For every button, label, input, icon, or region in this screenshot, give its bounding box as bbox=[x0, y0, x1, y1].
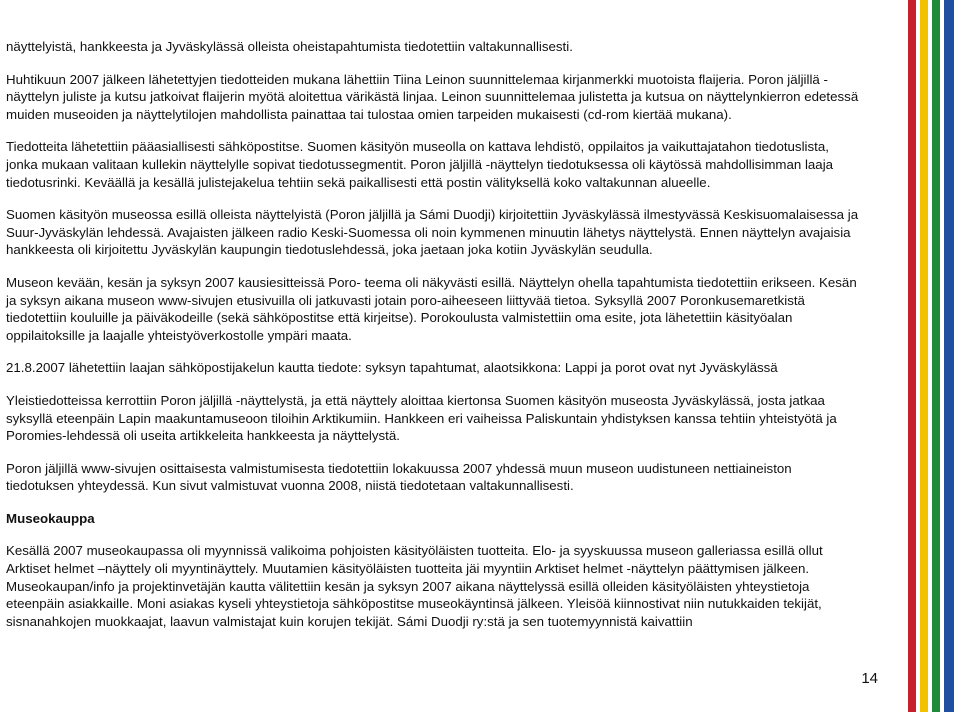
paragraph-1: näyttelyistä, hankkeesta ja Jyväskylässä olleista oheistapahtumista tiedotettiin valtakunnallisesti. bbox=[6, 39, 573, 54]
paragraph-5: Museon kevään, kesän ja syksyn 2007 kausiesitteissä Poro- teema oli näkyvästi esillä. Näyttelyn ohella tapahtumista tiedotettiin erikseen. Kesän ja syksyn aikana museon www-sivujen etusivuilla oli jatkuvasti jotain poro-aiheeseen liittyvää tietoa. Syksyllä 2007 Poronkusemaretkistä tiedotettiin kouluille ja päiväkodeille (sekä sähköpostitse että kirjeitse). Porokoulusta valmistettiin oma esite, jota lähetettiin käsityöalan oppilaitoksille ja laajalle yhteistyöverkostolle ympäri maata. bbox=[6, 274, 857, 343]
stripe-gap bbox=[954, 0, 958, 712]
stripe-yellow bbox=[920, 0, 928, 712]
paragraph-3: Tiedotteita lähetettiin pääasiallisesti sähköpostitse. Suomen käsityön museolla on kattava lehdistö, oppilaitos ja vaikuttajatahon tiedotuslista, jonka mukaan valitaan kullekin näyttelylle sopivat tiedotussegmentit. Poron jäljillä -näyttelyn tiedotuksessa oli käytössä mahdollisimman laaja tiedotusrinki. Keväällä ja kesällä julistejakelua tehtiin sekä paikallisesti että postin välityksellä koko valtakunnan alueelle. bbox=[6, 139, 834, 190]
paragraph-4: Suomen käsityön museossa esillä olleista näyttelyistä (Poron jäljillä ja Sámi Duodji) kirjoitettiin Jyväskylässä ilmestyvässä Keskisuomalaisessa ja Suur-Jyväskylän lehdessä. Avajaisten jälkeen radio Keski-Suomessa oli noin kymmenen minuutin lähetys näyttelystä. Ennen näyttelyn avajaisia hankkeesta oli kirjoitettu Jyväskylän kaupungin tiedotuslehdessä, joka jaetaan joka kotiin Jyväskylän seudulla. bbox=[6, 207, 859, 258]
body-text bbox=[6, 38, 862, 645]
decorative-stripes bbox=[904, 0, 960, 712]
paragraph-8: Poron jäljillä www-sivujen osittaisesta valmistumisesta tiedotettiin lokakuussa 2007 yhdessä muun museon uudistuneen nettiaineiston tiedotuksen yhteydessä. Kun sivut valmistuvat vuonna 2008, niistä tiedotetaan valtakunnallisesti. bbox=[6, 460, 792, 494]
section-heading: Museokauppa bbox=[6, 510, 95, 526]
stripe-red bbox=[908, 0, 916, 712]
paragraph-6: 21.8.2007 lähetettiin laajan sähköpostijakelun kautta tiedote: syksyn tapahtumat, alaotsikkona: Lappi ja porot ovat nyt Jyväskylässä bbox=[6, 360, 778, 376]
section-paragraph: Kesällä 2007 museokaupassa oli myynnissä valikoima pohjoisten käsityöläisten tuotteita. Elo- ja syyskuussa museon galleriassa esillä ollut Arktiset helmet –näyttely oli myyntinäyttely. Muutamien käsityöläisten tuotteita jäi myyntiin Arktiset helmet -näyttelyn päättymisen jälkeen. Museokaupan/info ja projektinvetäjän kautta välitettiin kesän ja syksyn 2007 aikana näyttelyssä esillä olleiden käsityöläisten yhteystietoja eteenpäin asiakkaille. Moni asiakas kyseli yhteystietoja sähköpostitse museokäyntinsä jälkeen. Yleisöä kiinnostivat niin nutukkaiden tekijät, sisnanahkojen muokkaajat, laavun valmistajat kuin korujen tekijät. Sámi Duodji ry:stä ja sen tuotemyynnistä kaivattiin bbox=[6, 543, 823, 629]
stripe-blue bbox=[944, 0, 954, 712]
paragraph-2: Huhtikuun 2007 jälkeen lähetettyjen tiedotteiden mukana lähettiin Tiina Leinon suunnittelemaa kirjanmerkki muotoista flaijeria. Poron jäljillä -näyttelyn juliste ja kutsu jatkoivat flaijerin myötä aloitettua värikästä linjaa. Leinon suunnittelemaa julistetta ja kutsua on näyttelynkierron edetessä muiden museoiden ja näyttelytilojen mahdollista painattaa tai tulostaa omien tarpeiden mukaisesti (cd-rom kiertää mukana). bbox=[6, 71, 859, 122]
paragraph-7: Yleistiedotteissa kerrottiin Poron jäljillä -näyttelystä, ja että näyttely aloittaa kiertonsa Suomen käsityön museosta Jyväskylässä, josta jatkaa syksyllä eteenpäin Lapin maakuntamuseoon tiloihin Arktikumiin. Hankkeen eri vaiheissa Paliskuntain yhdistyksen kanssa tehtiin yhteistyötä ja Poromies-lehdessä oli useita artikkeleita hankkeesta ja näyttelystä. bbox=[6, 392, 837, 444]
stripe-green bbox=[932, 0, 940, 712]
page-number: 14 bbox=[861, 670, 878, 687]
